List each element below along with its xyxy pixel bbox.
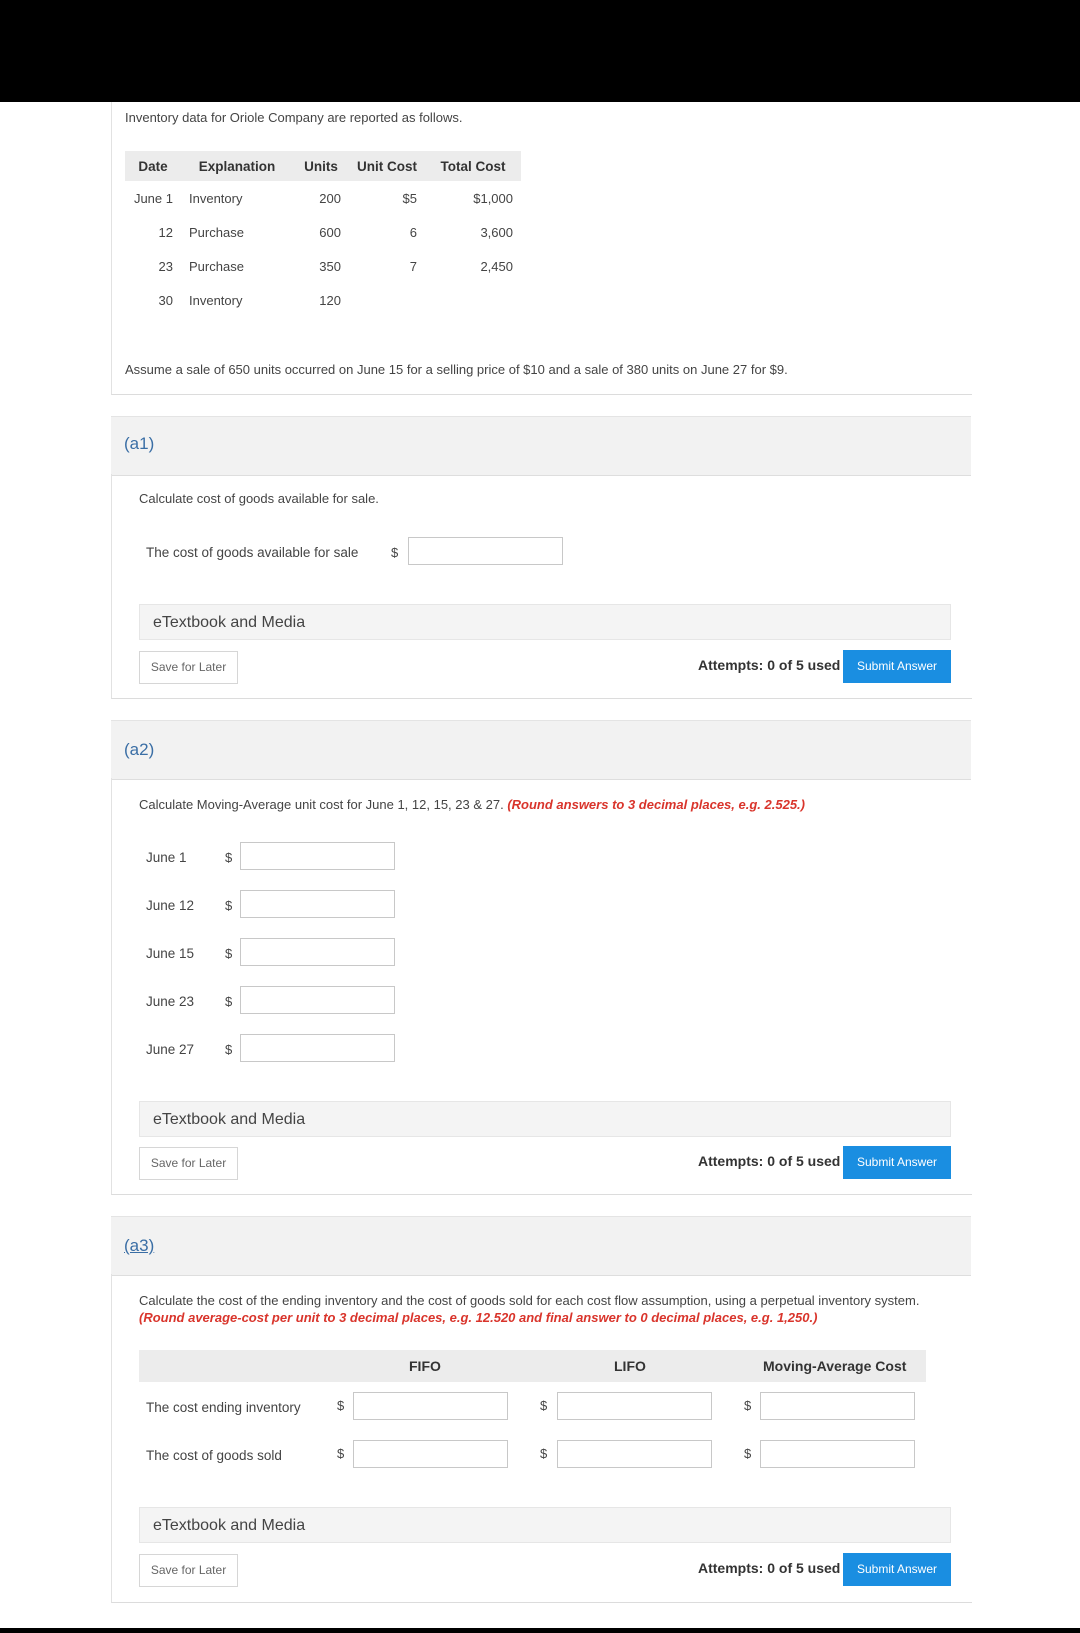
currency-symbol: $: [540, 1446, 548, 1461]
a3-rounding-note: (Round average-cost per unit to 3 decimal places, e.g. 12.520 and final answer to 0 decimal places, e.g. 1,250.): [139, 1310, 818, 1325]
currency-symbol: $: [225, 946, 233, 961]
currency-symbol: $: [225, 994, 233, 1009]
currency-symbol: $: [225, 850, 233, 865]
sale-assumption-text: Assume a sale of 650 units occurred on June 15 for a selling price of $10 and a sale of 380 units on June 27 for $9.: [125, 362, 788, 377]
currency-symbol: $: [744, 1398, 752, 1413]
cell-total-cost: [425, 283, 521, 317]
cell-units: 600: [319, 224, 341, 240]
cell-total-cost: 3,600: [480, 224, 513, 240]
cell-date: June 1: [133, 190, 173, 206]
cost-available-label: The cost of goods available for sale: [146, 545, 359, 560]
june-1-label: June 1: [146, 850, 187, 865]
table-row: [125, 215, 521, 249]
currency-symbol: $: [391, 545, 399, 560]
cell-date: 12: [158, 224, 173, 240]
top-black-bar: [0, 0, 1080, 102]
fifo-ending-inventory-input[interactable]: [353, 1392, 508, 1420]
submit-answer-button[interactable]: Submit Answer: [843, 1553, 951, 1586]
column-lifo: LIFO: [614, 1358, 646, 1374]
bottom-black-bar: [0, 1628, 1080, 1633]
average-cogs-input[interactable]: [760, 1440, 915, 1468]
june-12-input[interactable]: [240, 890, 395, 918]
a1-header: [111, 416, 971, 476]
header-explanation: Explanation: [181, 151, 293, 181]
a2-prompt: [139, 796, 805, 813]
june-27-label: June 27: [146, 1042, 195, 1057]
cogs-label: The cost of goods sold: [146, 1448, 282, 1463]
june-23-input[interactable]: [240, 986, 395, 1014]
etextbook-media-bar[interactable]: [139, 1507, 951, 1543]
cell-unit-cost: [349, 283, 425, 317]
cell-unit-cost: 7: [409, 258, 417, 274]
currency-symbol: $: [540, 1398, 548, 1413]
cell-unit-cost: 6: [409, 224, 417, 240]
attempts-text: Attempts: 0 of 5 used: [698, 1153, 841, 1169]
cell-total-cost: $1,000: [473, 190, 513, 206]
average-ending-inventory-input[interactable]: [760, 1392, 915, 1420]
cell-unit-cost: $5: [402, 190, 417, 206]
a3-prompt: [139, 1292, 939, 1326]
attempts-text: Attempts: 0 of 5 used: [698, 657, 841, 673]
june-12-label: June 12: [146, 898, 195, 913]
june-23-label: June 23: [146, 994, 195, 1009]
submit-answer-button[interactable]: Submit Answer: [843, 1146, 951, 1179]
inventory-table: [125, 151, 521, 317]
a3-label[interactable]: (a3): [124, 1236, 155, 1255]
header-date: Date: [125, 151, 181, 181]
save-for-later-button[interactable]: Save for Later: [139, 651, 238, 684]
lifo-cogs-input[interactable]: [557, 1440, 712, 1468]
currency-symbol: $: [337, 1398, 345, 1413]
cell-explanation: Inventory: [189, 190, 243, 206]
cell-units: 200: [319, 190, 341, 206]
ending-inventory-label: The cost ending inventory: [146, 1400, 301, 1415]
attempts-text: Attempts: 0 of 5 used: [698, 1560, 841, 1576]
etextbook-media-label: eTextbook and Media: [153, 1517, 306, 1534]
save-for-later-button[interactable]: Save for Later: [139, 1554, 238, 1587]
header-units: Units: [293, 151, 349, 181]
a2-header: [111, 720, 971, 780]
lifo-ending-inventory-input[interactable]: [557, 1392, 712, 1420]
a3-prompt-text: Calculate the cost of the ending inventory and the cost of goods sold for each cost flow assumption, using a perpetual inventory system.: [139, 1293, 920, 1308]
cell-date: 30: [158, 292, 173, 308]
cell-total-cost: 2,450: [480, 258, 513, 274]
header-total-cost: Total Cost: [425, 151, 521, 181]
a3-header: [111, 1216, 971, 1276]
column-fifo: FIFO: [409, 1358, 441, 1374]
column-moving-average: Moving-Average Cost: [763, 1358, 907, 1374]
a2-label: (a2): [124, 740, 155, 759]
currency-symbol: $: [744, 1446, 752, 1461]
cell-units: 350: [319, 258, 341, 274]
etextbook-media-label: eTextbook and Media: [153, 614, 306, 631]
etextbook-media-bar[interactable]: [139, 604, 951, 640]
currency-symbol: $: [337, 1446, 345, 1461]
currency-symbol: $: [225, 898, 233, 913]
a1-prompt: Calculate cost of goods available for sale.: [139, 491, 379, 506]
june-15-input[interactable]: [240, 938, 395, 966]
cell-explanation: Inventory: [189, 292, 243, 308]
june-27-input[interactable]: [240, 1034, 395, 1062]
cost-available-input[interactable]: [408, 537, 563, 565]
currency-symbol: $: [225, 1042, 233, 1057]
cell-units: 120: [319, 292, 341, 308]
etextbook-media-label: eTextbook and Media: [153, 1111, 306, 1128]
submit-answer-button[interactable]: Submit Answer: [843, 650, 951, 683]
table-row: [125, 181, 521, 215]
a3-column-headers: [139, 1350, 926, 1382]
cell-date: 23: [158, 258, 173, 274]
table-row: [125, 249, 521, 283]
a2-rounding-note: (Round answers to 3 decimal places, e.g. 2.525.): [507, 797, 805, 812]
a2-prompt-text: Calculate Moving-Average unit cost for June 1, 12, 15, 23 & 27.: [139, 797, 504, 812]
a1-label: (a1): [124, 434, 155, 453]
inventory-table-header: [125, 151, 521, 181]
etextbook-media-bar[interactable]: [139, 1101, 951, 1137]
table-row: [125, 283, 521, 317]
fifo-cogs-input[interactable]: [353, 1440, 508, 1468]
june-1-input[interactable]: [240, 842, 395, 870]
cell-explanation: Purchase: [189, 224, 244, 240]
save-for-later-button[interactable]: Save for Later: [139, 1147, 238, 1180]
cell-explanation: Purchase: [189, 258, 244, 274]
header-unit-cost: Unit Cost: [349, 151, 425, 181]
intro-text: Inventory data for Oriole Company are reported as follows.: [125, 110, 463, 125]
june-15-label: June 15: [146, 946, 195, 961]
